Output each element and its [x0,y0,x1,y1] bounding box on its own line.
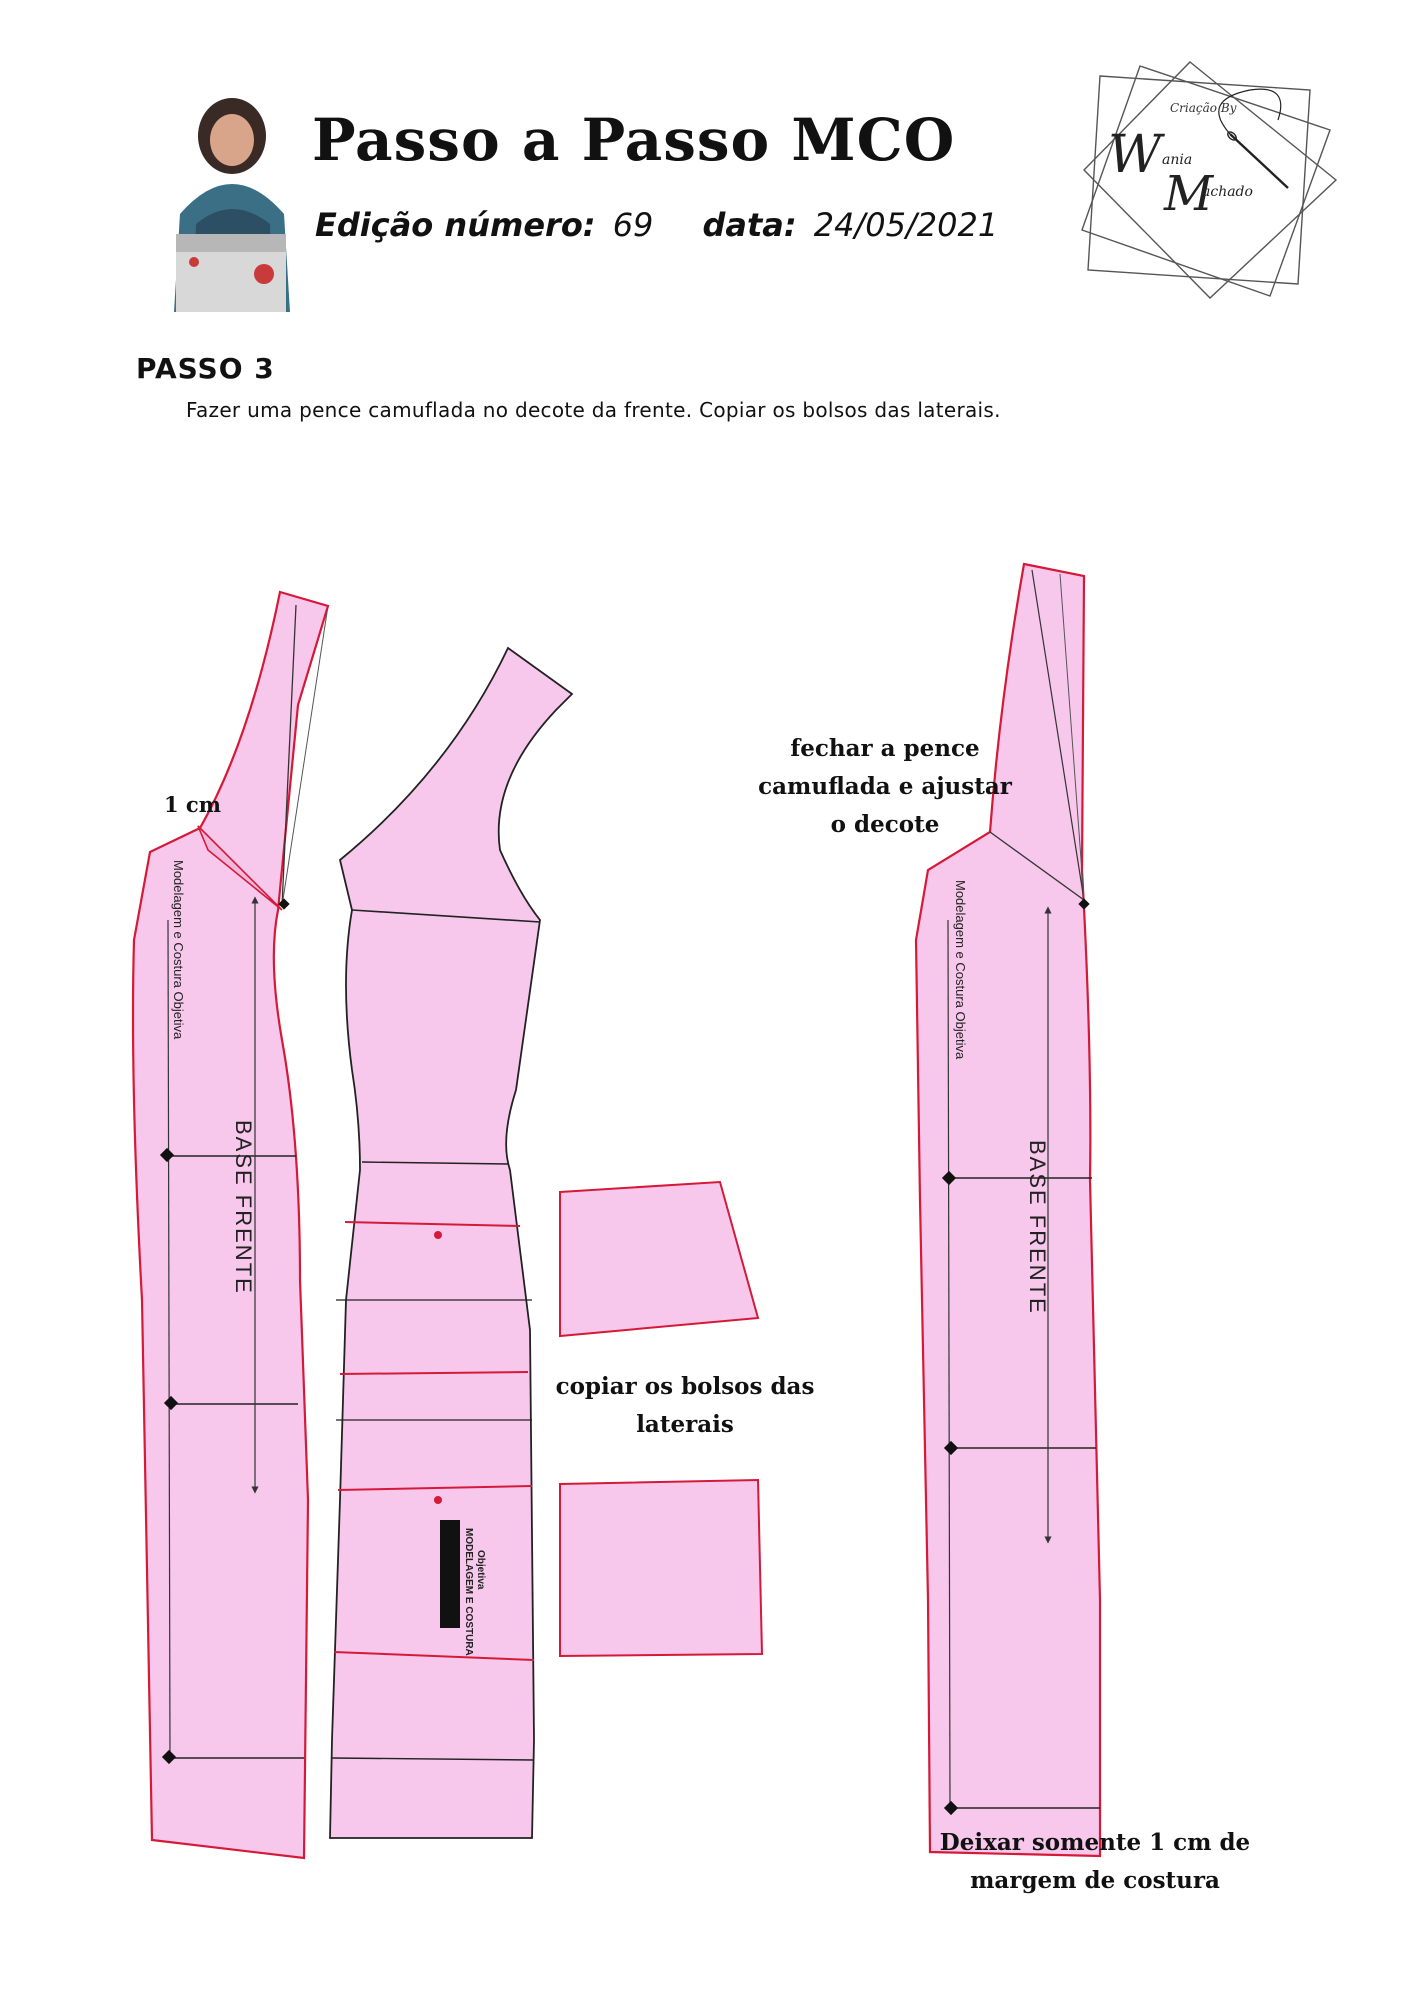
one-cm-label: 1 cm [164,792,221,817]
note-seam-margin [930,1824,1260,1900]
brand-vertical-label-right: Modelagem e Costura Objetiva [953,880,968,1060]
brand-logo [1080,60,1340,300]
pocket-piece-top [560,1182,758,1336]
edition-row [315,206,998,244]
header-photo [160,84,304,312]
note-seam-line-2: margem de costura [970,1867,1220,1894]
date-label: data: [702,206,797,244]
note-copy-pockets [540,1368,830,1444]
stamp-bar [440,1520,460,1628]
date-value: 24/05/2021 [813,206,999,244]
base-front-label-right: BASE FRENTE [1025,1140,1050,1315]
edition-number: 69 [612,206,654,244]
pattern-piece-front-left [133,592,328,1858]
note-seam-line-1: Deixar somente 1 cm de [939,1829,1251,1856]
pocket-piece-bottom [560,1480,762,1656]
step-description: Fazer uma pence camuflada no decote da frente. Copiar os bolsos das laterais. [186,398,1001,422]
page-title: Passo a Passo MCO [312,106,956,174]
logo-initial-w: W [1108,125,1162,185]
step-heading: PASSO 3 [136,352,275,385]
note-close-line-1: fechar a pence [790,735,980,762]
logo-top-text: Criação By [1170,101,1237,115]
note-pockets-line-1: copiar os bolsos das [555,1373,815,1400]
note-close-line-3: o decote [830,811,940,838]
note-pockets-line-2: laterais [636,1411,734,1438]
logo-initial-m: M [1164,166,1214,222]
logo-name-last: achado [1202,184,1253,200]
pattern-illustration [0,540,1414,2000]
note-close-line-2: camuflada e ajustar [758,773,1012,800]
brand-vertical-label: Modelagem e Costura Objetiva [171,860,186,1040]
pattern-piece-middle [330,648,572,1838]
note-close-dart [740,730,1030,844]
base-front-label: BASE FRENTE [231,1120,256,1295]
edition-label: Edição número: [315,206,596,244]
stamp-line-2: Objetiva [475,1550,486,1590]
stamp-line-1: MODELAGEM E COSTURA [463,1528,474,1656]
logo-name-first: ania [1162,152,1193,168]
